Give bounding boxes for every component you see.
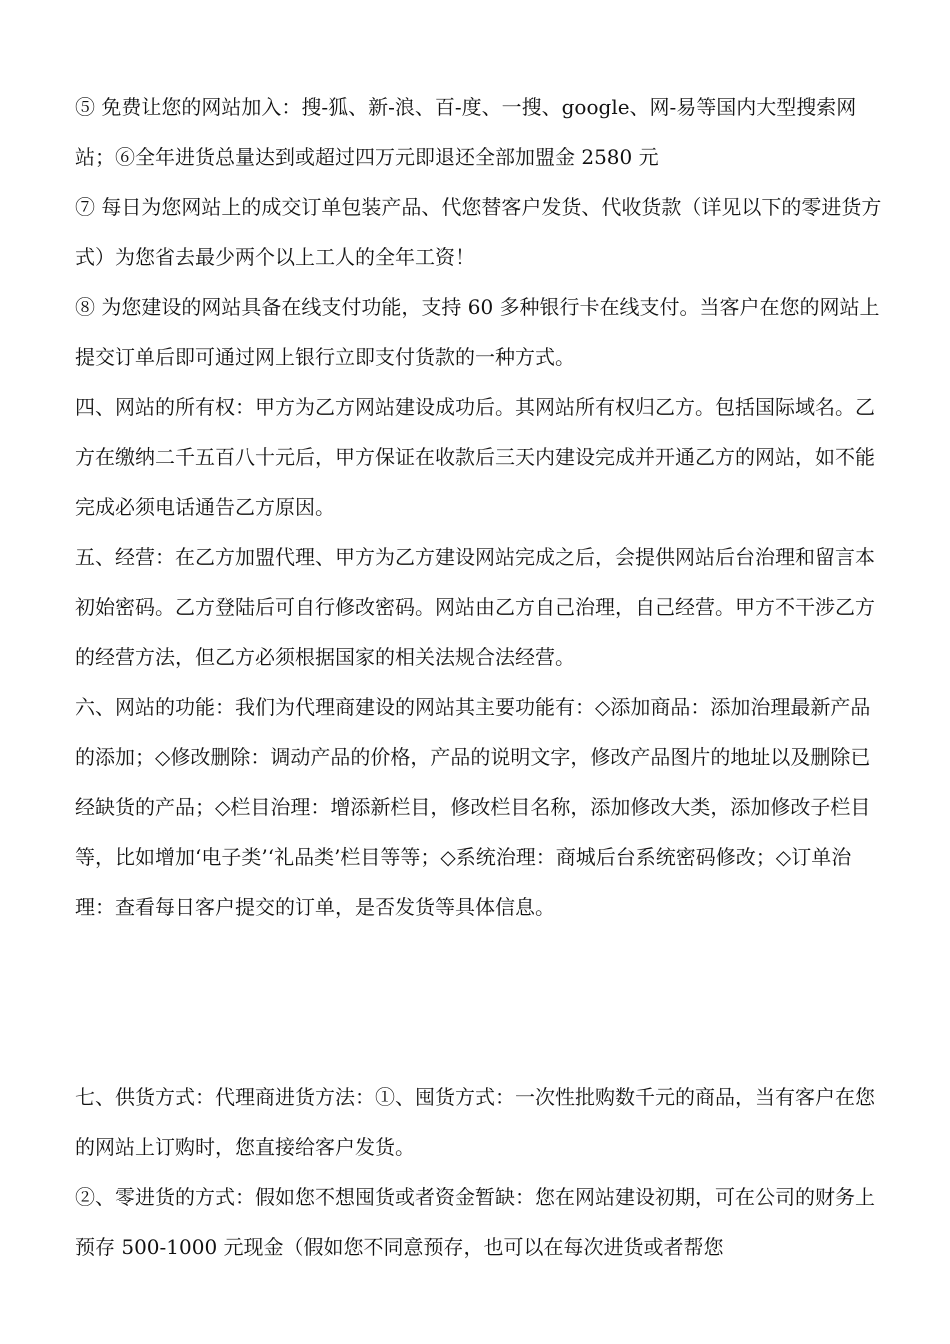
paragraph-zero-stock: ②、零进货的方式：假如您不想囤货或者资金暂缺：您在网站建设初期，可在公司的财务上预存 500-1000 元现金（假如您不同意预存，也可以在每次进货或者帮您 <box>75 1185 875 1259</box>
paragraph-item-7: ⑦ 每日为您网站上的成交订单包装产品、代您替客户发货、代收货款（详见以下的零进货方式）为您省去最少两个以上工人的全年工资！ <box>75 195 882 269</box>
paragraph-item-8: ⑧ 为您建设的网站具备在线支付功能，支持 60 多种银行卡在线支付。当客户在您的网站上提交订单后即可通过网上银行立即支付货款的一种方式。 <box>75 295 880 369</box>
document-page <box>75 82 890 1272</box>
section-operation: 五、经营：在乙方加盟代理、甲方为乙方建设网站完成之后，会提供网站后台治理和留言本初始密码。乙方登陆后可自行修改密码。网站由乙方自己治理，自己经营。甲方不干涉乙方的经营方法，但乙方必须根据国家的相关法规合法经营。 <box>75 545 875 669</box>
section-ownership: 四、网站的所有权：甲方为乙方网站建设成功后。其网站所有权归乙方。包括国际域名。乙方在缴纳二千五百八十元后，甲方保证在收款后三天内建设完成并开通乙方的网站，如不能完成必须电话通告乙方原因。 <box>75 395 875 519</box>
section-website-functions: 六、网站的功能：我们为代理商建设的网站其主要功能有：◇添加商品：添加治理最新产品的添加；◇修改删除：调动产品的价格，产品的说明文字，修改产品图片的地址以及删除已经缺货的产品；◇栏目治理：增添新栏目，修改栏目名称，添加修改大类，添加修改子栏目等，比如增加‘电子类’‘礼品类’栏目等等；◇系统治理：商城后台系统密码修改；◇订单治理：查看每日客户提交的订单，是否发货等具体信息。 <box>75 695 871 919</box>
paragraph-item-5-6: ⑤ 免费让您的网站加入：搜-狐、新-浪、百-度、一搜、google、网-易等国内大型搜索网站；⑥全年进货总量达到或超过四万元即退还全部加盟金 2580 元 <box>75 95 857 169</box>
blank-spacer <box>75 932 890 1072</box>
section-supply-method: 七、供货方式：代理商进货方法：①、囤货方式：一次性批购数千元的商品，当有客户在您的网站上订购时，您直接给客户发货。 <box>75 1085 875 1159</box>
